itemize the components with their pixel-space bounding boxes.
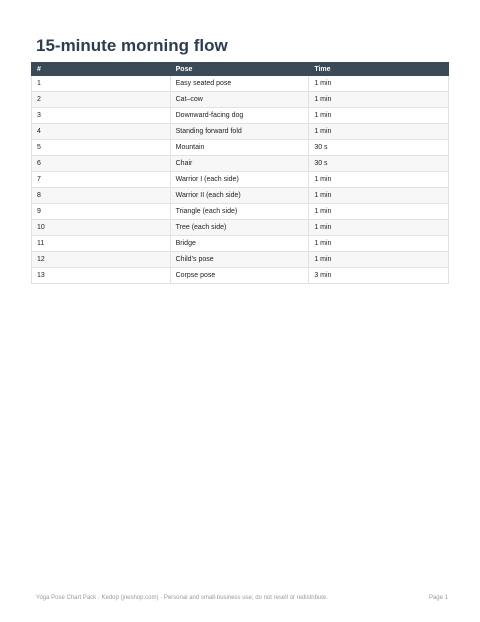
- table-row: [32, 172, 449, 188]
- table-row: [32, 252, 449, 268]
- cell-time: 1 min: [309, 236, 449, 252]
- header-pose: Pose: [170, 63, 309, 76]
- cell-number: 9: [32, 204, 171, 220]
- cell-pose: Warrior II (each side): [170, 188, 309, 204]
- cell-number: 8: [32, 188, 171, 204]
- cell-time: 1 min: [309, 204, 449, 220]
- header-time: Time: [309, 63, 449, 76]
- cell-time: 1 min: [309, 92, 449, 108]
- cell-pose: Easy seated pose: [170, 76, 309, 92]
- pose-table: [31, 62, 449, 284]
- cell-number: 2: [32, 92, 171, 108]
- cell-pose: Chair: [170, 156, 309, 172]
- cell-pose: Child’s pose: [170, 252, 309, 268]
- cell-time: 3 min: [309, 268, 449, 284]
- table-row: [32, 92, 449, 108]
- cell-pose: Corpse pose: [170, 268, 309, 284]
- cell-time: 30 s: [309, 140, 449, 156]
- cell-time: 1 min: [309, 172, 449, 188]
- cell-time: 1 min: [309, 188, 449, 204]
- table-header-row: [32, 63, 449, 76]
- cell-time: 1 min: [309, 108, 449, 124]
- cell-number: 6: [32, 156, 171, 172]
- header-number: #: [32, 63, 171, 76]
- table-row: [32, 124, 449, 140]
- cell-number: 13: [32, 268, 171, 284]
- table-row: [32, 76, 449, 92]
- cell-pose: Mountain: [170, 140, 309, 156]
- cell-time: 1 min: [309, 76, 449, 92]
- cell-number: 5: [32, 140, 171, 156]
- cell-pose: Bridge: [170, 236, 309, 252]
- table-row: [32, 140, 449, 156]
- cell-pose: Downward-facing dog: [170, 108, 309, 124]
- cell-pose: Cat–cow: [170, 92, 309, 108]
- table-row: [32, 204, 449, 220]
- footer-license: Yoga Pose Chart Pack · Kedop (jneshop.com) · Personal and small-business use; do not resell or redistribute.: [36, 595, 328, 601]
- table-row: [32, 188, 449, 204]
- cell-number: 4: [32, 124, 171, 140]
- table-row: [32, 220, 449, 236]
- cell-pose: Warrior I (each side): [170, 172, 309, 188]
- table-row: [32, 108, 449, 124]
- page-number: Page 1: [428, 595, 448, 601]
- cell-number: 12: [32, 252, 171, 268]
- table-row: [32, 236, 449, 252]
- cell-time: 1 min: [309, 220, 449, 236]
- table-row: [32, 156, 449, 172]
- cell-time: 1 min: [309, 252, 449, 268]
- cell-time: 1 min: [309, 124, 449, 140]
- cell-time: 30 s: [309, 156, 449, 172]
- cell-pose: Tree (each side): [170, 220, 309, 236]
- cell-number: 10: [32, 220, 171, 236]
- cell-number: 3: [32, 108, 171, 124]
- table-row: [32, 268, 449, 284]
- cell-pose: Triangle (each side): [170, 204, 309, 220]
- cell-number: 7: [32, 172, 171, 188]
- cell-pose: Standing forward fold: [170, 124, 309, 140]
- cell-number: 11: [32, 236, 171, 252]
- cell-number: 1: [32, 76, 171, 92]
- page-title: 15-minute morning flow: [36, 36, 228, 55]
